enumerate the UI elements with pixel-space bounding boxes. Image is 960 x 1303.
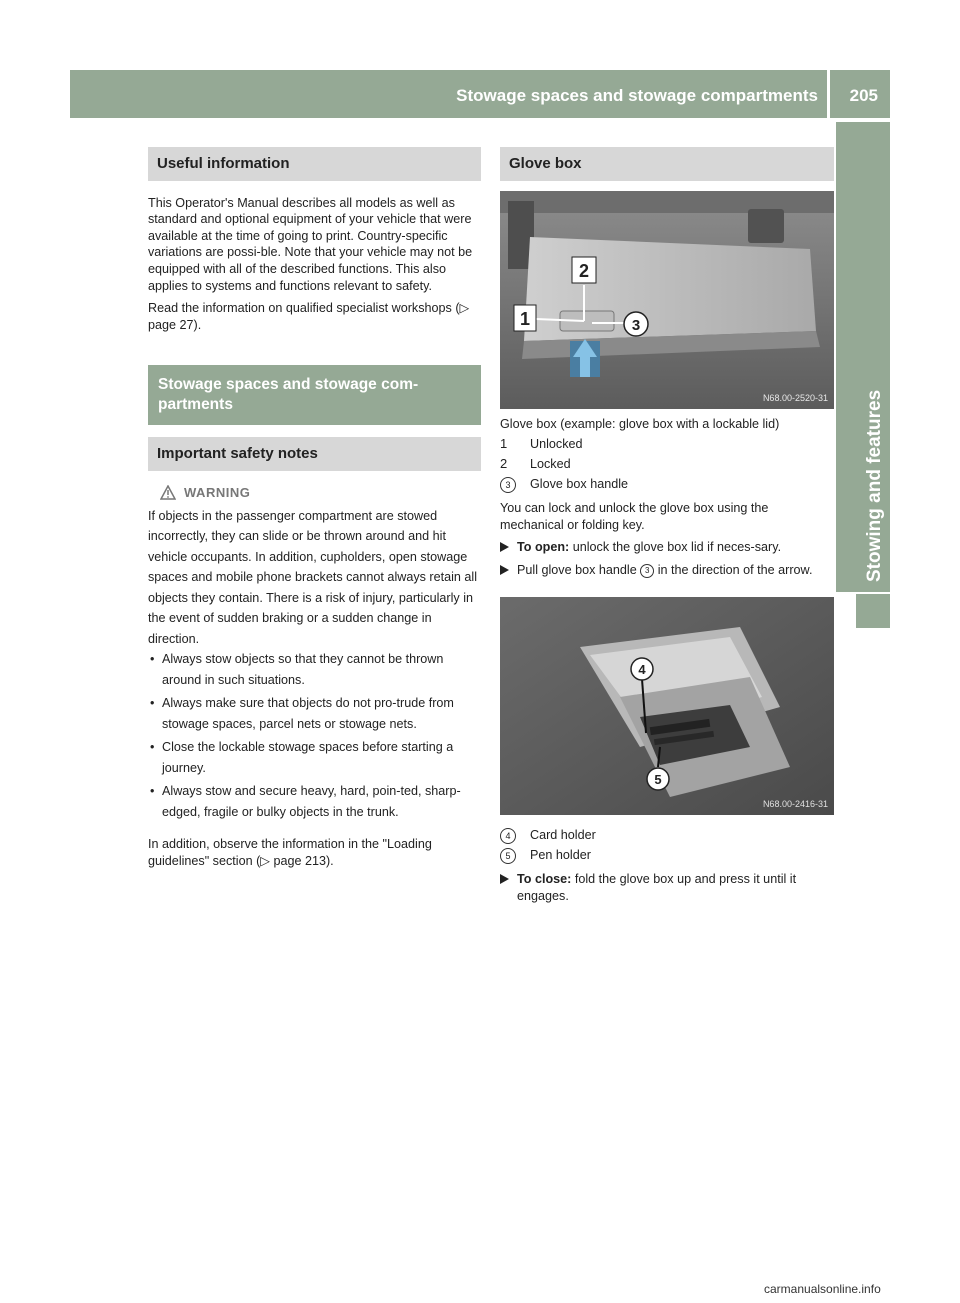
- lock-intro-paragraph: You can lock and unlock the glove box using the mechanical or folding key.: [500, 501, 769, 532]
- useful-info-paragraph: This Operator's Manual describes all models as well as standard and optional equipment of your vehicle that were available at the time of going to print. Country-specific variations are possi-ble. Note that your vehicle may not be equipped with all of the described functions. This also applies to systems and functions relevant to safety.: [148, 195, 473, 293]
- warning-bullet: • Always stow objects so that they cannot be thrown around in such situations.: [148, 649, 481, 690]
- site-watermark: carmanualsonline.info: [764, 1282, 881, 1296]
- glove-box-figure: [500, 191, 834, 409]
- chapter-tab-label: Stowing and features: [864, 389, 885, 582]
- instruction-label: To close:: [517, 872, 572, 887]
- chapter-tab: [836, 122, 890, 592]
- legend-item: [500, 454, 834, 474]
- locked-icon: 2: [500, 456, 508, 472]
- callout-symbol: 4: [500, 828, 516, 844]
- instruction-arrow-icon: [500, 874, 509, 884]
- callout-label: 3: [631, 316, 641, 334]
- warning-text: If objects in the passenger compartment are stowed incorrectly, they can slide or be thrown around and hit vehicle occupants. In addition, cupholders, open stowage spaces and mobile phone brackets cannot always retain all objects they contain. There is a risk of injury, particularly in the event of sudden braking or a sudden change in direction.: [148, 508, 478, 646]
- instruction-text: in the direction of the arrow.: [654, 563, 813, 578]
- instruction-open: [500, 539, 834, 556]
- instruction-arrow-icon: [500, 542, 509, 552]
- page-title: Stowage spaces and stowage compartments: [456, 86, 818, 105]
- warning-block: [148, 485, 481, 822]
- useful-info-heading: Useful information: [148, 147, 481, 181]
- legend-text: Pen holder: [530, 848, 591, 863]
- figure-reference: N68.00-2520-31: [762, 392, 828, 403]
- page-number: 205: [849, 86, 878, 105]
- instruction-close: [500, 871, 834, 905]
- legend-text: Glove box handle: [530, 477, 629, 492]
- legend-text: Unlocked: [530, 437, 583, 452]
- callout-symbol: 3: [500, 477, 516, 493]
- legend-list: [500, 434, 834, 494]
- warning-bullet: • Close the lockable stowage spaces before starting a journey.: [148, 737, 481, 778]
- callout-label: 5: [654, 772, 662, 788]
- legend-text: Locked: [530, 457, 571, 472]
- legend-item: [500, 434, 834, 454]
- glove-box-heading: Glove box: [500, 147, 834, 181]
- callout-label: 2: [578, 260, 590, 281]
- header-divider: [827, 70, 830, 118]
- locked-open-icon: 1: [500, 436, 508, 452]
- left-column: [148, 147, 481, 869]
- instruction-label: To open:: [517, 540, 570, 555]
- warning-bullet: • Always stow and secure heavy, hard, poin-ted, sharp-edged, fragile or bulky objects in the trunk.: [148, 781, 481, 822]
- instruction-text: fold the glove box up and press it until it engages.: [517, 872, 797, 904]
- legend-item: [500, 845, 834, 865]
- instruction-arrow-icon: [500, 565, 509, 575]
- page-header: [70, 70, 890, 118]
- callout-label: 1: [519, 308, 531, 329]
- legend2-list: [500, 825, 834, 865]
- loading-guidelines-paragraph: In addition, observe the information in the "Loading guidelines" section (▷ page 213).: [148, 837, 432, 868]
- instruction-text: Pull glove box handle: [517, 563, 641, 578]
- right-column: [500, 147, 834, 905]
- warning-title: WARNING: [184, 484, 251, 500]
- legend-item: [500, 825, 834, 845]
- callout-symbol: 3: [640, 564, 654, 578]
- callout-label: 4: [638, 662, 646, 678]
- legend-text: Card holder: [530, 828, 596, 843]
- figure-caption: Glove box (example: glove box with a lockable lid): [500, 416, 780, 431]
- instruction-pull: [500, 562, 834, 579]
- instruction-text: unlock the glove box lid if neces-sary.: [569, 540, 782, 555]
- safety-notes-heading: Important safety notes: [148, 437, 481, 471]
- warning-triangle-icon: [160, 485, 176, 500]
- stowage-heading: Stowage spaces and stowage com-partments: [148, 365, 481, 425]
- chapter-marker: [856, 594, 890, 628]
- glove-box-open-figure: [500, 597, 834, 815]
- callout-symbol: 5: [500, 848, 516, 864]
- workshop-paragraph: Read the information on qualified specialist workshops (▷ page 27).: [148, 301, 470, 332]
- figure-reference: N68.00-2416-31: [762, 799, 828, 810]
- legend-item: [500, 474, 834, 494]
- warning-bullet: • Always make sure that objects do not pro-trude from stowage spaces, parcel nets or stowage nets.: [148, 693, 481, 734]
